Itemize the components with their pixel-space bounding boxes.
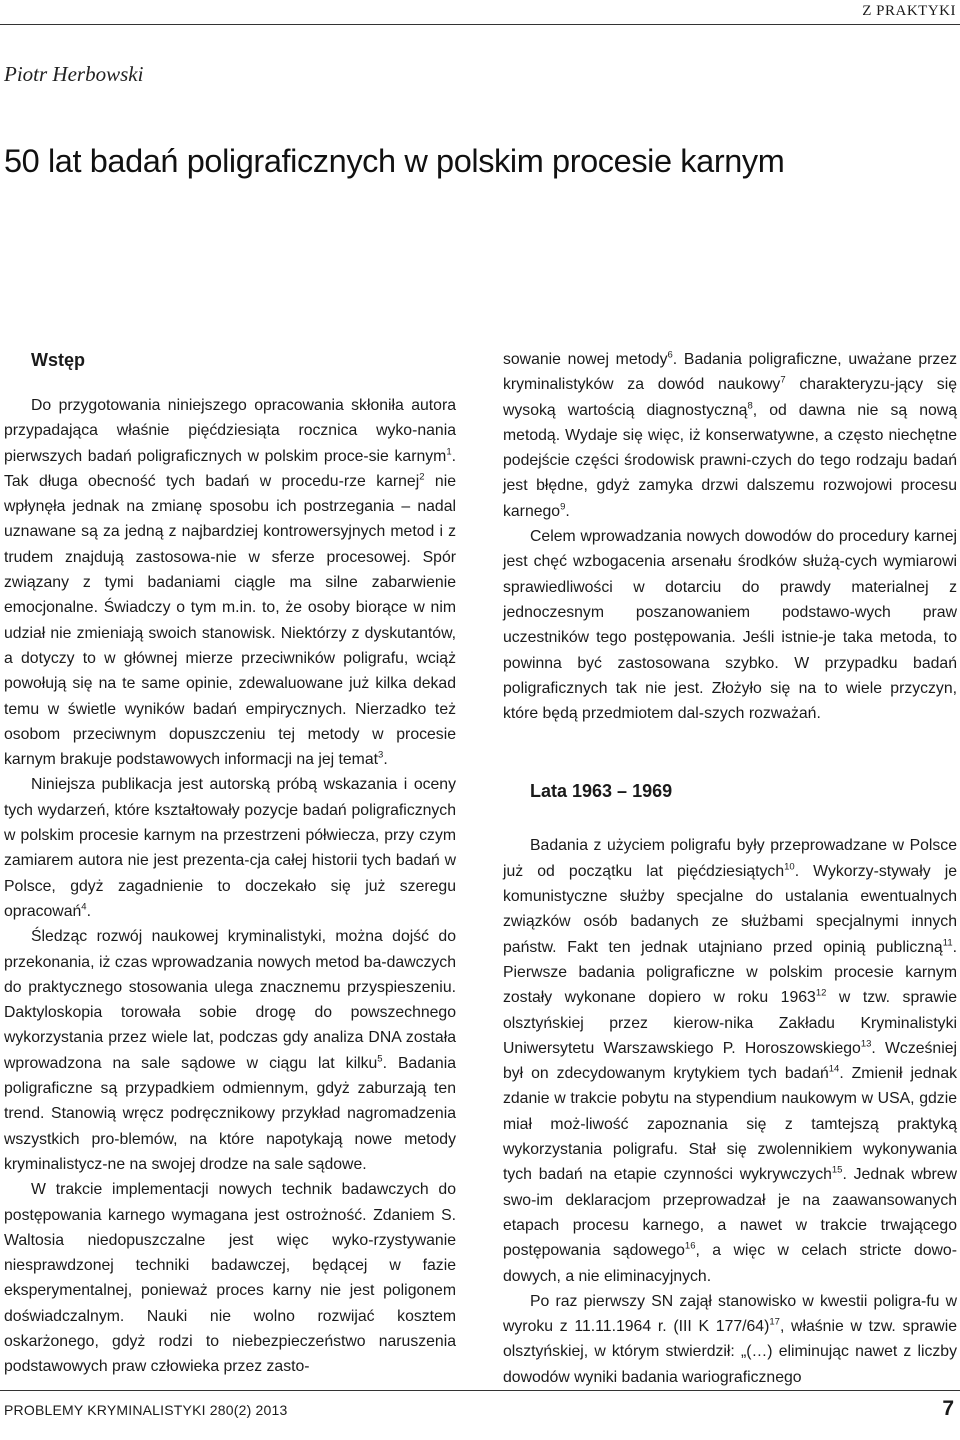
paragraph: Po raz pierwszy SN zajął stanowisko w kwestii poligra-fu w wyroku z 11.11.1964 r. (III K 177/64)$^{17}$, właśnie w tzw. sprawie olsztyńskiej, w którym stwierdził: „(…) eliminując nawet z liczby dowodów wyniki badania wariograficznego xyxy=(503,1292,957,1386)
article-title: 50 lat badań poligraficznych w polskim procesie karnym xyxy=(4,143,785,179)
footnote-ref[interactable]: 14 xyxy=(828,1063,840,1075)
header-rule xyxy=(0,24,960,25)
running-header xyxy=(0,0,960,26)
paragraph: Niniejsza publikacja jest autorską próbą wskazania i oceny tych wydarzeń, które kształtowały pozycje badań poligraficznych w polskim procesie karnym na przestrzeni półwiecza, przy czym zamiarem autora nie jest prezenta-cja całej historii tych badań w Polsce, gdyż zagadnienie to doczekało się już szeregu opracowań$^4$. xyxy=(4,776,456,920)
footnote-ref[interactable]: 6 xyxy=(667,349,673,361)
footnote-ref[interactable]: 17 xyxy=(769,1316,780,1328)
page-number: 7 xyxy=(942,1397,954,1420)
footnote-ref[interactable]: 11 xyxy=(942,937,953,949)
paragraph: W trakcie implementacji nowych technik badawczych do postępowania karnego wymagana jest ostrożność. Zdaniem S. Waltosia niedopuszczalne jest więc wyko-rzystywanie niesprawdzonej techniki badawczej, będącej w fazie eksperymentalnej, ponieważ proces karny nie jest poligonem doświadczalnym. Nauki nie wolno rozwijać kosztem oskarżonego, gdyż rodzi to niebezpieczeństwo naruszenia podstawowych praw człowieka przez zasto- xyxy=(4,1181,456,1376)
footnote-ref[interactable]: 1 xyxy=(446,446,452,458)
footnote-ref[interactable]: 8 xyxy=(747,400,753,412)
footer-rule xyxy=(0,1390,960,1391)
footnote-ref[interactable]: 13 xyxy=(860,1038,872,1050)
footnote-ref[interactable]: 12 xyxy=(815,987,827,999)
article-author: Piotr Herbowski xyxy=(4,62,144,86)
footnote-ref[interactable]: 2 xyxy=(419,471,425,483)
paragraph: Śledząc rozwój naukowej kryminalistyki, można dojść do przekonania, iż czas wprowadzania nowych metod ba-dawczych do praktycznego stosowania ulega znacznemu przyspieszeniu. Daktyloskopia torowała sobie drogę do powszechnego wykorzystania przez wiele lat, podczas gdy analiza DNA została wprowadzona na sale sądowe w ciągu lat kilku$^5$. Badania poligraficzne są przypadkiem odmiennym, gdyż zaburzają ten trend. Stanowią wręcz podręcznikowy przykład nagromadzenia wszystkich pro-blemów, na które napotykają nowe metody kryminalistycz-ne na swojej drodze na sale sądowe. xyxy=(4,928,456,1173)
footnote-ref[interactable]: 15 xyxy=(831,1165,843,1177)
right-column xyxy=(503,347,957,1390)
footnote-ref[interactable]: 7 xyxy=(780,375,786,387)
footnote-ref[interactable]: 5 xyxy=(377,1053,383,1065)
section-heading-intro: Wstęp xyxy=(31,350,85,370)
paragraph: sowanie nowej metody$^6$. Badania poligraficzne, uważane przez kryminalistyków za dowód naukowy$^7$ charakteryzu-jący się wysoką wartością diagnostyczną$^8$, od dawna nie są nową metodą. Wydaje się więc, iż konserwatywne, a często niechętne podejście części środowisk prawni-czych do tego rodzaju badań jest błędne, gdyż zamyka drzwi dalszemu rozwojowi procesu karnego$^9$. xyxy=(503,349,958,520)
journal-name: PROBLEMY KRYMINALISTYKI 280(2) 2013 xyxy=(4,1402,288,1418)
footnote-ref[interactable]: 10 xyxy=(784,861,795,873)
paragraph: Badania z użyciem poligrafu były przeprowadzane w Polsce już od początku lat pięćdziesiątych$^{10}$. Wykorzy-stywały je komunistyczne służby specjalne do ustalania ewentualnych związków osób badanych ze służbami specjalnymi innych państw. Fakt ten jednak utajniano przed opinią publiczną$^{11}$. Pierwsze badania poligraficzne w polskim procesie karnym zostały wykonane dopiero w roku 1963$^{12}$ w tzw. sprawie olsztyńskiej przez kierow-nika Zakładu Kryminalistyki Uniwersytetu Warszawskiego P. Horoszowskiego$^{13}$. Wcześniej był on zdecydowanym krytykiem tych badań$^{14}$. Zmienił jednak zdanie w trakcie pobytu na stypendium naukowym w USA, gdzie miał moż-liwość zapoznania się z tamtejszą praktyką wykorzystania poligrafu. Stał się zwolennikiem wykonywania tych badań na etapie czynności wykrywczych$^{15}$. Jednak wbrew swo-im deklaracjom przeprowadzał je na zaawansowanych etapach procesu karnego, a nawet w trakcie trwającego postępowania sądowego$^{16}$, a więc w celach stricte dowo-dowych, a nie eliminacyjnych. xyxy=(503,837,958,1285)
footnote-ref[interactable]: 4 xyxy=(81,901,87,913)
section-heading-1963-1969: Lata 1963 – 1969 xyxy=(530,781,673,802)
paragraph: Celem wprowadzania nowych dowodów do procedury karnej jest chęć wzbogacenia arsenału środków służą-cych wymiarowi sprawiedliwości w dotarciu do prawdy materialnej z jednoczesnym poszanowaniem podstawo-wych praw uczestników tego postępowania. Jeśli istnie-je taka metoda, to powinna być zastosowana szybko. W przypadku badań poligraficznych tak nie jest. Złożyło się na to wiele przyczyn, które będą przedmiotem dal-szych rozważań. xyxy=(503,528,957,723)
section-label: Z PRAKTYKI xyxy=(862,3,956,19)
footnote-ref[interactable]: 16 xyxy=(684,1240,696,1252)
footnote-ref[interactable]: 3 xyxy=(378,749,384,761)
paragraph: Do przygotowania niniejszego opracowania skłoniła autora przypadająca właśnie pięćdziesiąta rocznica wyko-nania pierwszych badań poligraficznych w polskim proce-sie karnym$^1$. Tak długa obecność tych badań w procedu-rze karnej$^2$ nie wpłynęła jednak na zmianę sposobu ich postrzegania – nadal uznawane są za jedną z najbardziej kontrowersyjnych metod i z trudem znajdują zastosowa-nie w sferze procesowej. Spór związany z tymi badaniami ciągle ma silne zabarwienie emocjonalne. Świadczy o tym m.in. to, że osoby biorące w nim udział nie zmieniają swoich stanowisk. Niektórzy z dyskutantów, a dotyczy to w głównej mierze przeciwników poligrafu, wciąż powołują się na te same opinie, zdewaluowane już kilka dekad temu w świetle wyników badań empirycznych. Nierzadko też osobom przeciwnym dopuszczeniu tej metody w procesie karnym brakuje podstawowych informacji na jej temat$^3$. xyxy=(4,397,456,769)
left-column xyxy=(4,347,456,1380)
footnote-ref[interactable]: 9 xyxy=(560,501,566,513)
